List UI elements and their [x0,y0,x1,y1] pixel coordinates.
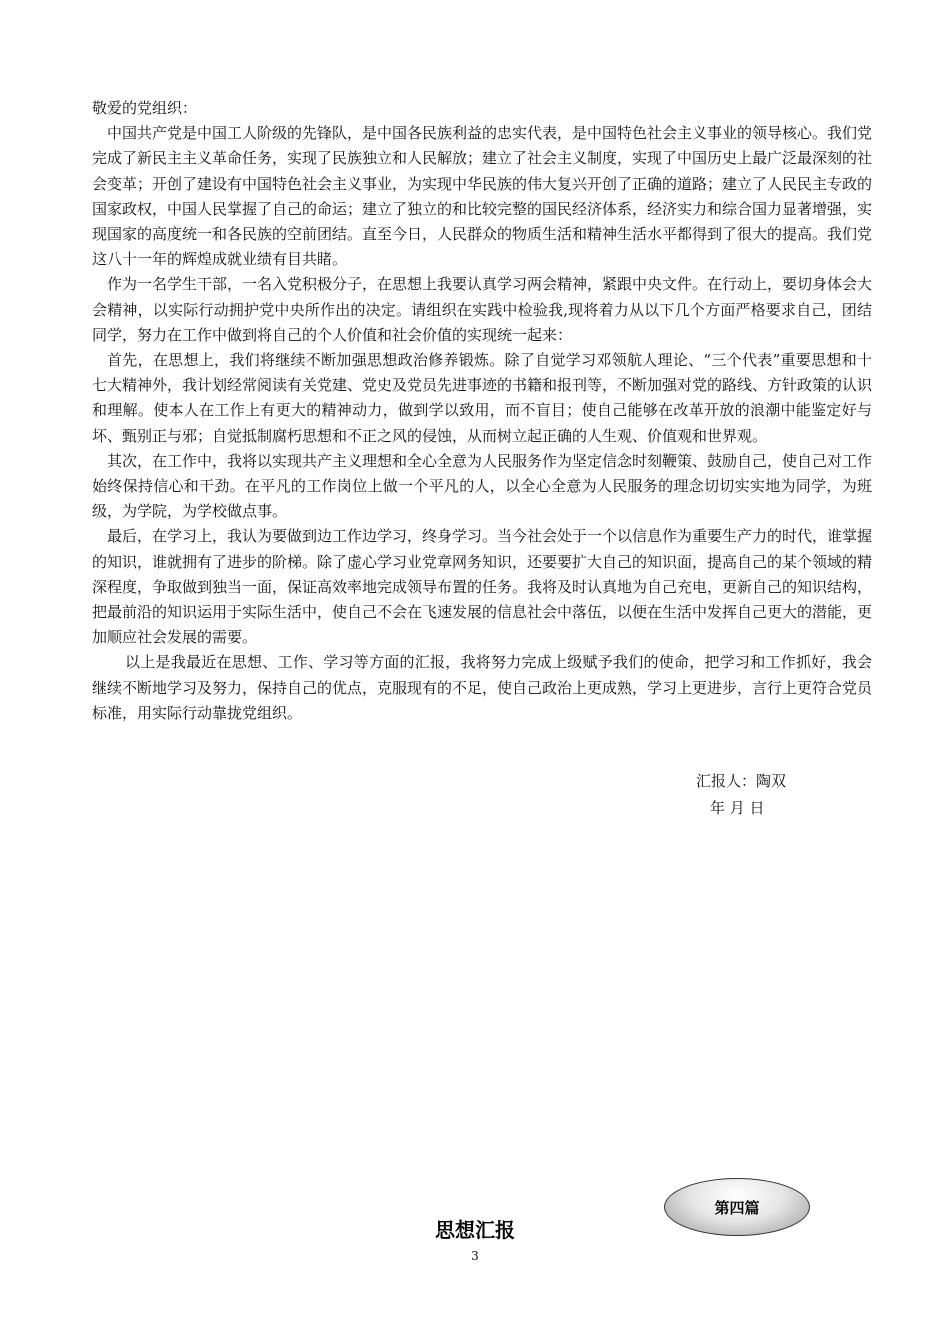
reporter-name: 汇报人：陶双 [696,772,787,790]
letter-body [92,96,872,726]
paragraph-4: 其次，在工作中，我将以实现共产主义理想和全心全意为人民服务作为坚定信念时刻鞭策、鼓励自己，使自己对工作始终保持信心和干劲。在平凡的工作岗位上做一个平凡的人，以全心全意为人民服务的理念切切实实地为同学，为班级，为学院，为学校做点事。 [92,451,873,521]
paragraph-6: 以上是我最近在思想、工作、学习等方面的汇报，我将努力完成上级赋予我们的使命，把学习和工作抓好，我会继续不断地学习及努力，保持自己的优点，克服现有的不足，使自己政治上更成熟，学习上更进步，言行上更符合党员标准，用实际行动靠拢党组织。 [92,653,873,722]
salutation: 敬爱的党组织： [92,99,198,117]
paragraph-5: 最后，在学习上，我认为要做到边工作边学习，终身学习。当今社会处于一个以信息作为重要生产力的时代，谁掌握的知识，谁就拥有了进步的阶梯。除了虚心学习业党章网务知识，还要要扩大自己的知识面，提高自己的某个领域的精深程度，争取做到独当一面，保证高效率地完成领导布置的任务。我将及时认真地为自己充电，更新自己的知识结构，把最前沿的知识运用于实际生活中，使自己不会在飞速发展的信息社会中落伍，以便在生活中发挥自己更大的潜能，更加顺应社会发展的需要。 [92,527,873,647]
footer-title: 思想汇报 [435,1218,515,1242]
section-badge-label: 第四篇 [714,1198,760,1217]
signature-block [696,768,786,822]
page-number: 3 [471,1249,479,1263]
paragraph-2: 作为一名学生干部，一名入党积极分子，在思想上我要认真学习两会精神，紧跟中央文件。在行动上，要切身体会大会精神，以实际行动拥护党中央所作出的决定。请组织在实践中检验我,现将着力从以下几个方面严格要求自己，团结同学，努力在工作中做到将自己的个人价值和社会价值的实现统一起来： [92,275,873,344]
paragraph-1: 中国共产党是中国工人阶级的先锋队，是中国各民族利益的忠实代表，是中国特色社会主义事业的领导核心。我们党完成了新民主主义革命任务，实现了民族独立和人民解放；建立了社会主义制度，实现了中国历史上最广泛最深刻的社会变革；开创了建设有中国特色社会主义事业，为实现中华民族的伟大复兴开创了正确的道路；建立了人民民主专政的国家政权，中国人民掌握了自己的命运；建立了独立的和比较完整的国民经济体系，经济实力和综合国力显著增强，实现国家的高度统一和各民族的空前团结。直至今日，人民群众的物质生活和精神生活水平都得到了很大的提高。我们党这八十一年的辉煌成就业绩有目共睹。 [92,124,873,269]
paragraph-3: 首先，在思想上，我们将继续不断加强思想政治修养锻炼。除了自觉学习邓领航人理论、“三个代表”重要思想和十七大精神外，我计划经常阅读有关党建、党史及党员先进事迹的书籍和报刊等，不断加强对党的路线、方针政策的认识和理解。使本人在工作上有更大的精神动力，做到学以致用，而不盲目；使自己能够在改革开放的浪潮中能鉴定好与坏、甄别正与邪；自觉抵制腐朽思想和不正之风的侵蚀，从而树立起正确的人生观、价值观和世界观。 [92,351,873,445]
signature-date: 年 月 日 [710,799,765,817]
